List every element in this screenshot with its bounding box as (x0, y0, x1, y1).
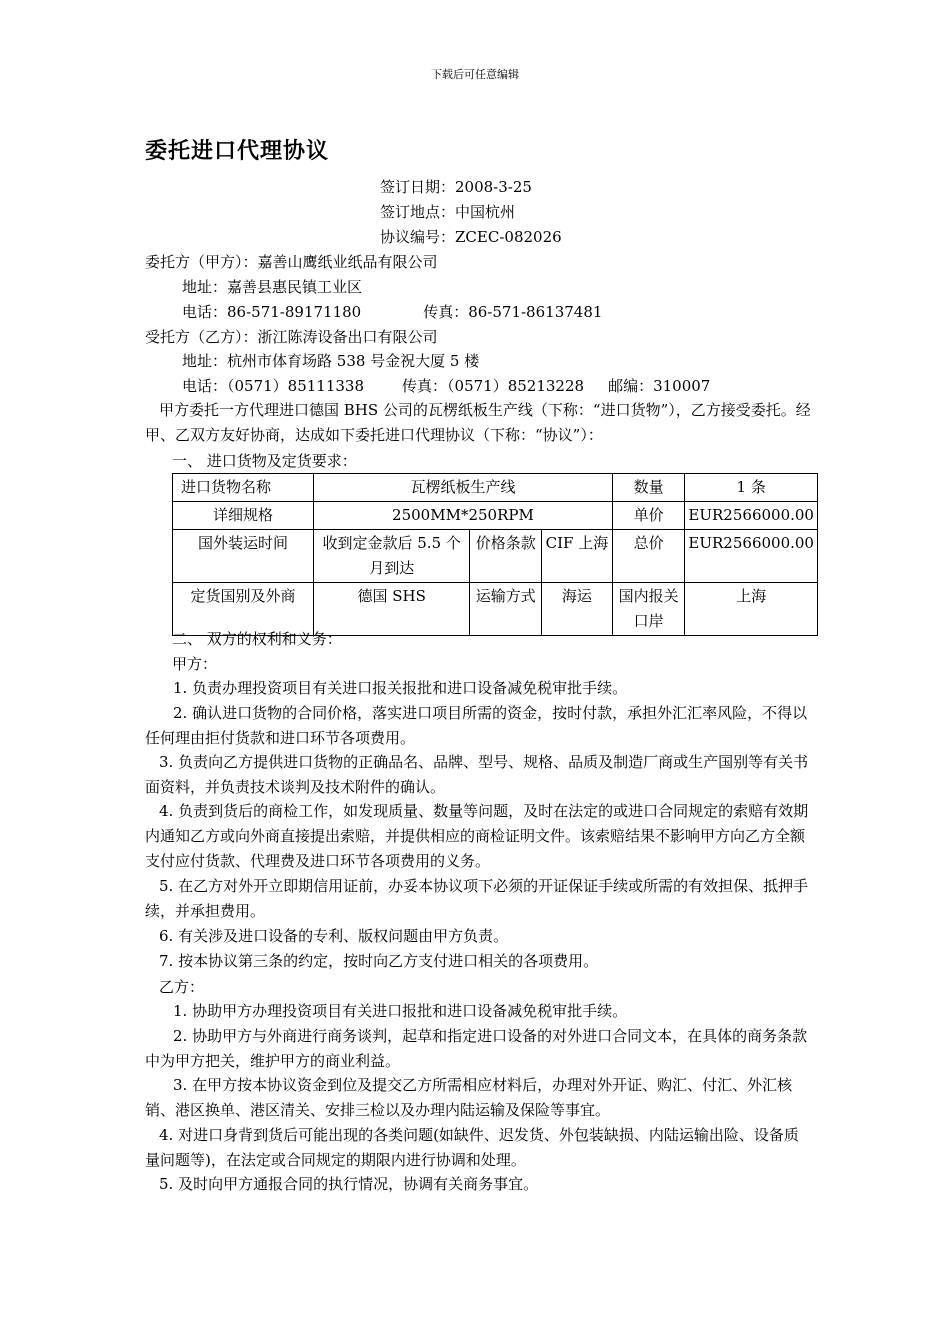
table-cell: 收到定金款后 5.5 个月到达 (314, 530, 470, 583)
table-cell: 国内报关口岸 (612, 583, 685, 636)
table-row (173, 502, 818, 530)
table-row (173, 530, 818, 583)
table-cell: CIF 上海 (542, 530, 613, 583)
table-cell: 上海 (685, 583, 818, 636)
list-item: 2. 协助甲方与外商进行商务谈判，起草和指定进口设备的对外进口合同文本，在具体的商务条款中为甲方把关，维护甲方的商业利益。 (145, 1027, 808, 1070)
list-item: 5. 在乙方对外开立即期信用证前，办妥本协议项下必须的开证保证手续或所需的有效担保、抵押手续，并承担费用。 (145, 877, 809, 920)
party-a-label: 甲方： (172, 655, 218, 673)
table-cell: 2500MM*250RPM (314, 502, 613, 530)
table-cell: EUR2566000.00 (685, 502, 818, 530)
list-item: 6. 有关涉及进口设备的专利、版权问题由甲方负责。 (159, 927, 509, 945)
party-b-phone: 电话：（0571）85111338 (182, 377, 365, 395)
table-cell: 进口货物名称 (173, 474, 314, 502)
party-a-fax: 传真：86-571-86137481 (423, 303, 603, 321)
list-item: 5. 及时向甲方通报合同的执行情况，协调有关商务事宜。 (159, 1175, 539, 1193)
table-cell: 瓦楞纸板生产线 (314, 474, 613, 502)
section-2-heading: 二、 双方的权利和义务： (172, 630, 342, 648)
table-cell: 海运 (542, 583, 613, 636)
list-item: 3. 负责向乙方提供进口货物的正确品名、品牌、型号、规格、品质及制造厂商或生产国别等有关书面资料，并负责技术谈判及技术附件的确认。 (145, 753, 809, 796)
party-a-contact (182, 302, 602, 322)
table-cell: 1 条 (685, 474, 818, 502)
table-cell: 价格条款 (470, 530, 542, 583)
party-a-phone: 电话：86-571-89171180 (182, 303, 362, 321)
list-item: 2. 确认进口货物的合同价格，落实进口项目所需的资金，按时付款，承担外汇汇率风险，不得以任何理由拒付货款和进口环节各项费用。 (145, 704, 808, 747)
goods-table (172, 473, 818, 636)
table-cell: 定货国别及外商 (173, 583, 314, 636)
list-item: 1. 协助甲方办理投资项目有关进口报批和进口设备减免税审批手续。 (173, 1002, 628, 1020)
sign-date: 签订日期：2008-3-25 (380, 178, 532, 196)
table-row (173, 474, 818, 502)
list-item: 7. 按本协议第三条的约定，按时向乙方支付进口相关的各项费用。 (159, 952, 599, 970)
list-item: 4. 对进口身背到货后可能出现的各类问题(如缺件、迟发货、外包装缺损、内陆运输出险、设备质量问题等)，在法定或合同规定的期限内进行协调和处理。 (145, 1126, 799, 1169)
party-a-name: 委托方（甲方）：嘉善山鹰纸业纸品有限公司 (145, 253, 438, 271)
table-cell: 运输方式 (470, 583, 542, 636)
list-item: 3. 在甲方按本协议资金到位及提交乙方所需相应材料后，办理对外开证、购汇、付汇、外汇核销、港区换单、港区清关、安排三检以及办理内陆运输及保险等事宜。 (145, 1076, 793, 1119)
table-cell: 国外装运时间 (173, 530, 314, 583)
table-row (173, 583, 818, 636)
party-b-fax: 传真：（0571）85213228 (402, 377, 585, 395)
party-b-contact (182, 376, 710, 396)
header-note: 下载后可任意编辑 (431, 68, 519, 81)
table-cell: 详细规格 (173, 502, 314, 530)
party-a-address: 地址：嘉善县惠民镇工业区 (182, 278, 363, 296)
section-1-heading: 一、 进口货物及定货要求： (172, 452, 357, 470)
table-cell: EUR2566000.00 (685, 530, 818, 583)
table-cell: 总价 (612, 530, 685, 583)
party-b-label: 乙方： (159, 978, 205, 996)
list-item: 1. 负责办理投资项目有关进口报关报批和进口设备减免税审批手续。 (173, 679, 628, 697)
party-b-address: 地址：杭州市体育场路 538 号金祝大厦 5 楼 (182, 352, 480, 370)
intro-paragraph: 甲方委托一方代理进口德国 BHS 公司的瓦楞纸板生产线（下称：“进口货物”），乙方接受委托。经甲、乙双方友好协商，达成如下委托进口代理协议（下称：“协议”）： (145, 401, 811, 444)
table-cell: 德国 SHS (314, 583, 470, 636)
agreement-number: 协议编号：ZCEC-082026 (380, 228, 562, 246)
party-b-postcode: 邮编：310007 (608, 377, 711, 395)
sign-place: 签订地点：中国杭州 (380, 203, 516, 221)
party-b-name: 受托方（乙方）：浙江陈涛设备出口有限公司 (145, 328, 438, 346)
document-title: 委托进口代理协议 (145, 139, 330, 164)
table-cell: 单价 (612, 502, 685, 530)
table-cell: 数量 (612, 474, 685, 502)
list-item: 4. 负责到货后的商检工作，如发现质量、数量等问题，及时在法定的或进口合同规定的索赔有效期内通知乙方或向外商直接提出索赔，并提供相应的商检证明文件。该索赔结果不影响甲方向乙方全额支付应付货款、代理费及进口环节各项费用的义务。 (145, 802, 809, 870)
